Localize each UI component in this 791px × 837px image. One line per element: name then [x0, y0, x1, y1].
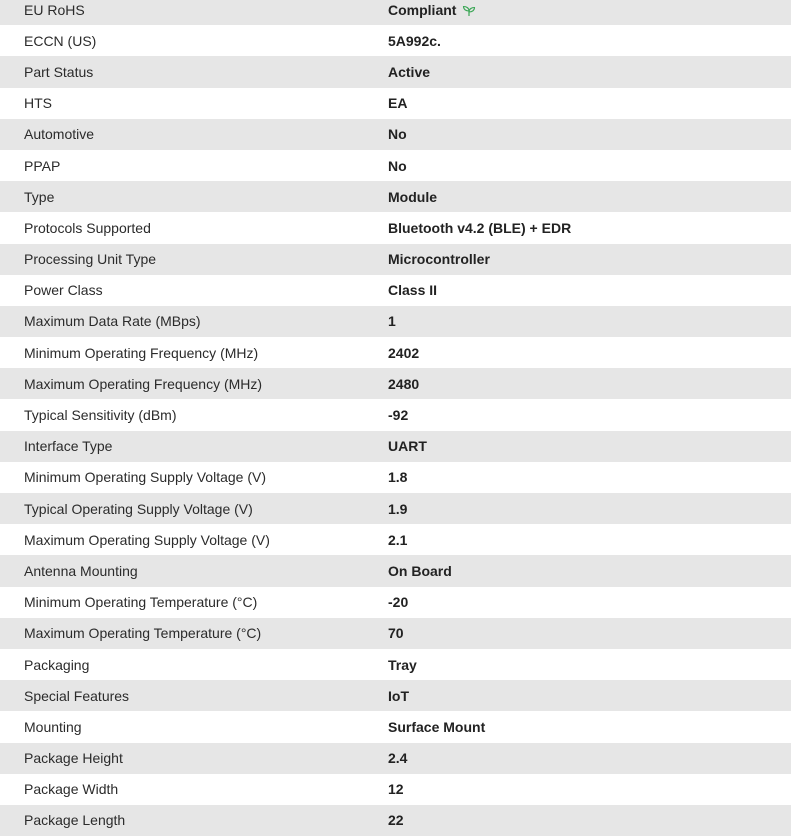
spec-value: UART — [388, 438, 427, 455]
spec-row-part-status — [0, 56, 791, 87]
spec-value: Microcontroller — [388, 251, 490, 268]
spec-value: No — [388, 157, 407, 174]
spec-row-power-class — [0, 275, 791, 306]
spec-row-package-length — [0, 805, 791, 836]
spec-row-type — [0, 181, 791, 212]
spec-row-max-freq — [0, 368, 791, 399]
spec-row-min-temp — [0, 587, 791, 618]
spec-label: HTS — [24, 95, 52, 112]
spec-row-protocols — [0, 212, 791, 243]
spec-row-processing-unit — [0, 244, 791, 275]
spec-label: Type — [24, 188, 55, 205]
spec-value: On Board — [388, 562, 452, 579]
spec-row-mounting — [0, 711, 791, 742]
spec-label: ECCN (US) — [24, 32, 97, 49]
spec-value: 2.1 — [388, 531, 408, 548]
spec-label: Package Width — [24, 781, 119, 798]
spec-label: Maximum Operating Supply Voltage (V) — [24, 531, 270, 548]
spec-value: 2480 — [388, 375, 420, 392]
spec-value: 5A992c. — [388, 32, 441, 49]
spec-row-antenna — [0, 555, 791, 586]
spec-row-max-temp — [0, 618, 791, 649]
spec-label: Typical Operating Supply Voltage (V) — [24, 500, 253, 517]
spec-row-hts — [0, 88, 791, 119]
spec-label: Typical Sensitivity (dBm) — [24, 407, 177, 424]
spec-label: Power Class — [24, 282, 103, 299]
spec-value: Active — [388, 63, 431, 80]
spec-value: 1 — [388, 313, 396, 330]
spec-label: EU RoHS — [24, 1, 85, 18]
spec-value: Bluetooth v4.2 (BLE) + EDR — [388, 219, 572, 236]
spec-value: -20 — [388, 594, 409, 611]
spec-label: Interface Type — [24, 438, 113, 455]
spec-value-text: Compliant — [388, 1, 457, 18]
spec-value: 2.4 — [388, 750, 408, 767]
spec-row-special-features — [0, 680, 791, 711]
spec-row-max-voltage — [0, 524, 791, 555]
spec-row-ppap — [0, 150, 791, 181]
spec-value — [388, 2, 476, 18]
spec-label: Package Height — [24, 750, 123, 767]
spec-label: Part Status — [24, 63, 94, 80]
spec-row-min-freq — [0, 337, 791, 368]
spec-label: Special Features — [24, 687, 130, 704]
spec-value: 1.8 — [388, 469, 408, 486]
spec-row-max-data-rate — [0, 306, 791, 337]
spec-value: IoT — [388, 687, 409, 704]
spec-value: Surface Mount — [388, 718, 486, 735]
spec-row-package-height — [0, 743, 791, 774]
spec-value: 1.9 — [388, 500, 408, 517]
spec-label: Processing Unit Type — [24, 251, 157, 268]
spec-row-typ-voltage — [0, 493, 791, 524]
spec-label: Maximum Operating Frequency (MHz) — [24, 375, 263, 392]
leaf-icon — [462, 4, 476, 16]
spec-row-automotive — [0, 119, 791, 150]
spec-value: 70 — [388, 625, 404, 642]
spec-row-packaging — [0, 649, 791, 680]
spec-label: Maximum Data Rate (MBps) — [24, 313, 201, 330]
spec-label: Automotive — [24, 126, 95, 143]
spec-label: Maximum Operating Temperature (°C) — [24, 625, 262, 642]
spec-value: Module — [388, 188, 437, 205]
spec-row-package-width — [0, 774, 791, 805]
spec-label: PPAP — [24, 157, 61, 174]
spec-value: Class II — [388, 282, 438, 299]
spec-label: Mounting — [24, 718, 82, 735]
spec-label: Antenna Mounting — [24, 562, 138, 579]
spec-row-eu-rohs — [0, 0, 791, 25]
spec-value: -92 — [388, 407, 409, 424]
spec-row-interface-type — [0, 431, 791, 462]
spec-value: No — [388, 126, 407, 143]
spec-value: 22 — [388, 812, 404, 829]
spec-row-sensitivity — [0, 399, 791, 430]
spec-value: EA — [388, 95, 408, 112]
spec-value: 12 — [388, 781, 404, 798]
spec-label: Minimum Operating Frequency (MHz) — [24, 344, 259, 361]
spec-value: Tray — [388, 656, 417, 673]
spec-label: Packaging — [24, 656, 90, 673]
spec-label: Minimum Operating Temperature (°C) — [24, 594, 258, 611]
spec-row-min-voltage — [0, 462, 791, 493]
spec-value: 2402 — [388, 344, 420, 361]
spec-row-eccn — [0, 25, 791, 56]
spec-label: Protocols Supported — [24, 219, 151, 236]
spec-label: Minimum Operating Supply Voltage (V) — [24, 469, 266, 486]
spec-label: Package Length — [24, 812, 126, 829]
